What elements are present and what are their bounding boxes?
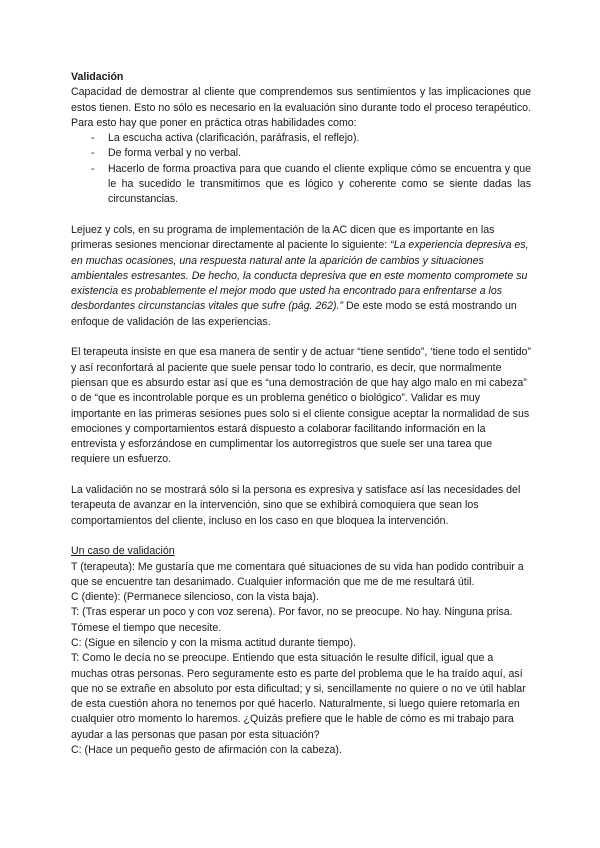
case-heading: Un caso de validación <box>71 545 175 558</box>
validacion-intro: Capacidad de demostrar al cliente que comprendemos sus sentimientos y las implicaciones que estos tienen. Esto no sólo es necesario en la evaluación sino durante todo el proceso terapéutico. Para esto hay que poner en práctica otras habilidades como: <box>71 86 531 129</box>
section-heading-validacion: Validación <box>71 71 124 83</box>
lejuez-paragraph: Lejuez y cols, en su programa de implementación de la AC dicen que es importante en las primeras sesiones mencionar directamente al paciente lo siguiente: “La experiencia depresiva es, en muchas ocasiones, una respuesta natural ante la aparición de cambios y situaciones ambientales estresantes. De hecho, la conducta depresiva que en este momento compromete su existencia es probablemente el mejor modo que usted ha encontrado para enfrentarse a los desbordantes circunstancias vitales que sufre (pág. 262).” De este modo se está mostrando un enfoque de validación de las experiencias. <box>71 223 529 328</box>
paragraph-gap <box>71 468 531 483</box>
dash-bullet: - <box>91 147 95 160</box>
list-item: - Hacerlo de forma proactiva para que cuando el cliente explique cómo se encuentra y que le ha sucedido le transmitimos que es lógico y coherente como se siente dadas las circunstancias. <box>91 162 531 206</box>
dialogue-line: C: (Sigue en silencio y con la misma actitud durante tiempo). <box>71 636 356 649</box>
dialogue-line: T: (Tras esperar un poco y con voz serena). Por favor, no se preocupe. No hay. Ninguna prisa. Tómese el tiempo que necesite. <box>71 606 513 634</box>
list-item: - De forma verbal y no verbal. <box>71 146 531 161</box>
paragraph-gap <box>71 208 531 223</box>
mostrara-paragraph: La validación no se mostrará sólo si la persona es expresiva y satisface así las necesidades del terapeuta de avanzar en la intervención, sino que se exhibirá comoquiera que sean los comportamientos del cliente, incluso en los caso en que bloquea la intervención. <box>71 484 521 527</box>
paragraph-gap <box>71 330 531 345</box>
lejuez-quote: “La experiencia depresiva es, en muchas ocasiones, una respuesta natural ante la aparición de cambios y situaciones ambientales estresantes. De hecho, la conducta depresiva que en este momento compromete su existencia es probablemente el mejor modo que usted ha encontrado para enfrentarse a los desbordantes circunstancias vitales que sufre (pág. 262).” <box>71 239 529 313</box>
dash-bullet: - <box>91 162 95 175</box>
list-item: - La escucha activa (clarificación, paráfrasis, el reflejo). <box>71 131 531 146</box>
dialogue-line: T (terapeuta): Me gustaría que me comentara qué situaciones de su vida han podido contribuir a que se encuentre tan desanimado. Cualquier información que me de me resultará útil. <box>71 560 524 588</box>
skills-list <box>71 131 531 207</box>
dialogue-line: T: Como le decía no se preocupe. Entiendo que esta situación le resulte difícil, igual que a muchas otras personas. Pero seguramente esto es parte del problema que le ha traído aquí, así que no se extrañe en absoluto por esta dificultad; y si, sencillamente no quiere o no ve útil hablar de esta cuestión ahora no tenemos por qué hacerlo. Naturalmente, si luego quiere retomarla en cualquier otro momento lo haremos. ¿Quizás prefiere que le hable de cómo es mi trabajo para ayudar a las personas que pasan por esta situación? <box>71 652 526 741</box>
terapeuta-paragraph: El terapeuta insiste en que esa manera de sentir y de actuar “tiene sentido”, ‘tiene todo el sentido” y así reconfortará al paciente que suele pensar todo lo contrario, es decir, que normalmente piensan que es absurdo estar así que es “una demostración de que hay algo malo en mi cabeza” o de “que es incontrolable porque es un problema genético o biológico”. Validar es muy importante en las primeras sesiones pues solo si el cliente consigue aceptar la normalidad de sus emociones y comportamientos estará dispuesto a colaborar facilitando información en la entrevista y esforzándose en cumplimentar los autorregistros que suele ser una tarea que requiere un esfuerzo. <box>71 346 531 466</box>
dash-bullet: - <box>91 132 95 145</box>
dialogue-line: C: (Hace un pequeño gesto de afirmación con la cabeza). <box>71 744 342 757</box>
dialogue-line: C (diente): (Permanece silencioso, con la vista baja). <box>71 591 319 604</box>
paragraph-gap <box>71 529 531 544</box>
document-content <box>71 70 531 758</box>
